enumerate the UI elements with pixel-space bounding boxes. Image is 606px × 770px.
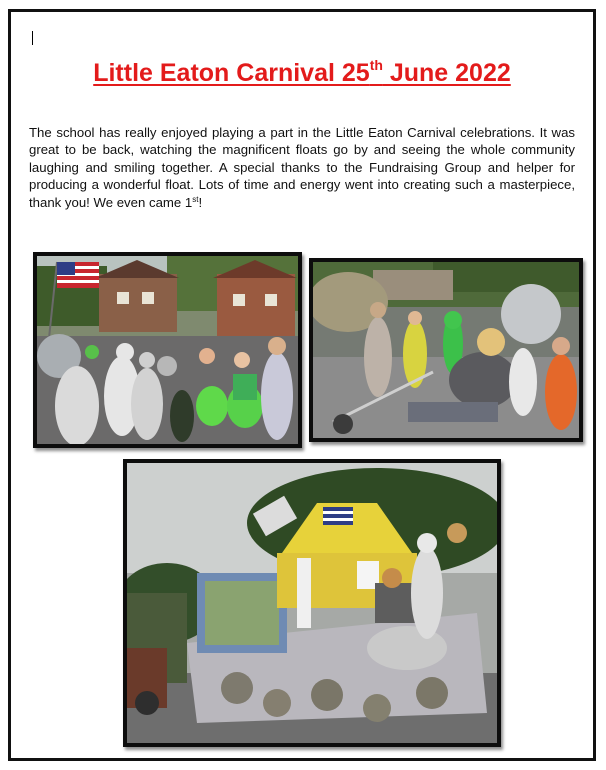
title-main-text: Little Eaton Carnival 25 bbox=[93, 59, 370, 87]
paragraph-text: The school has really enjoyed playing a part in the Little Eaton Carnival celebrations. It was great to be back, watching the magnificent floats go by and seeing the whole community laughing and smiling together. A special thanks to the Fundraising Group and helper for producing a wonderful float. Lots of time and energy went into creating such a masterpiece, thank you! We even came 1 bbox=[29, 125, 575, 210]
paragraph-end: ! bbox=[198, 194, 203, 210]
parade-photo-image bbox=[37, 256, 298, 444]
text-cursor bbox=[32, 31, 33, 45]
page-title bbox=[11, 58, 593, 88]
document-page bbox=[8, 9, 596, 761]
photo-lunar-lander-float bbox=[123, 459, 501, 747]
paragraph-superscript: st bbox=[192, 194, 199, 204]
float-rider-photo-image bbox=[313, 262, 579, 438]
title-superscript: th bbox=[369, 57, 383, 73]
body-paragraph bbox=[29, 124, 575, 211]
photo-parade-with-flag bbox=[33, 252, 302, 448]
title-date-text: June 2022 bbox=[382, 59, 511, 87]
lunar-lander-photo-image bbox=[127, 463, 497, 743]
photo-float-rider bbox=[309, 258, 583, 442]
